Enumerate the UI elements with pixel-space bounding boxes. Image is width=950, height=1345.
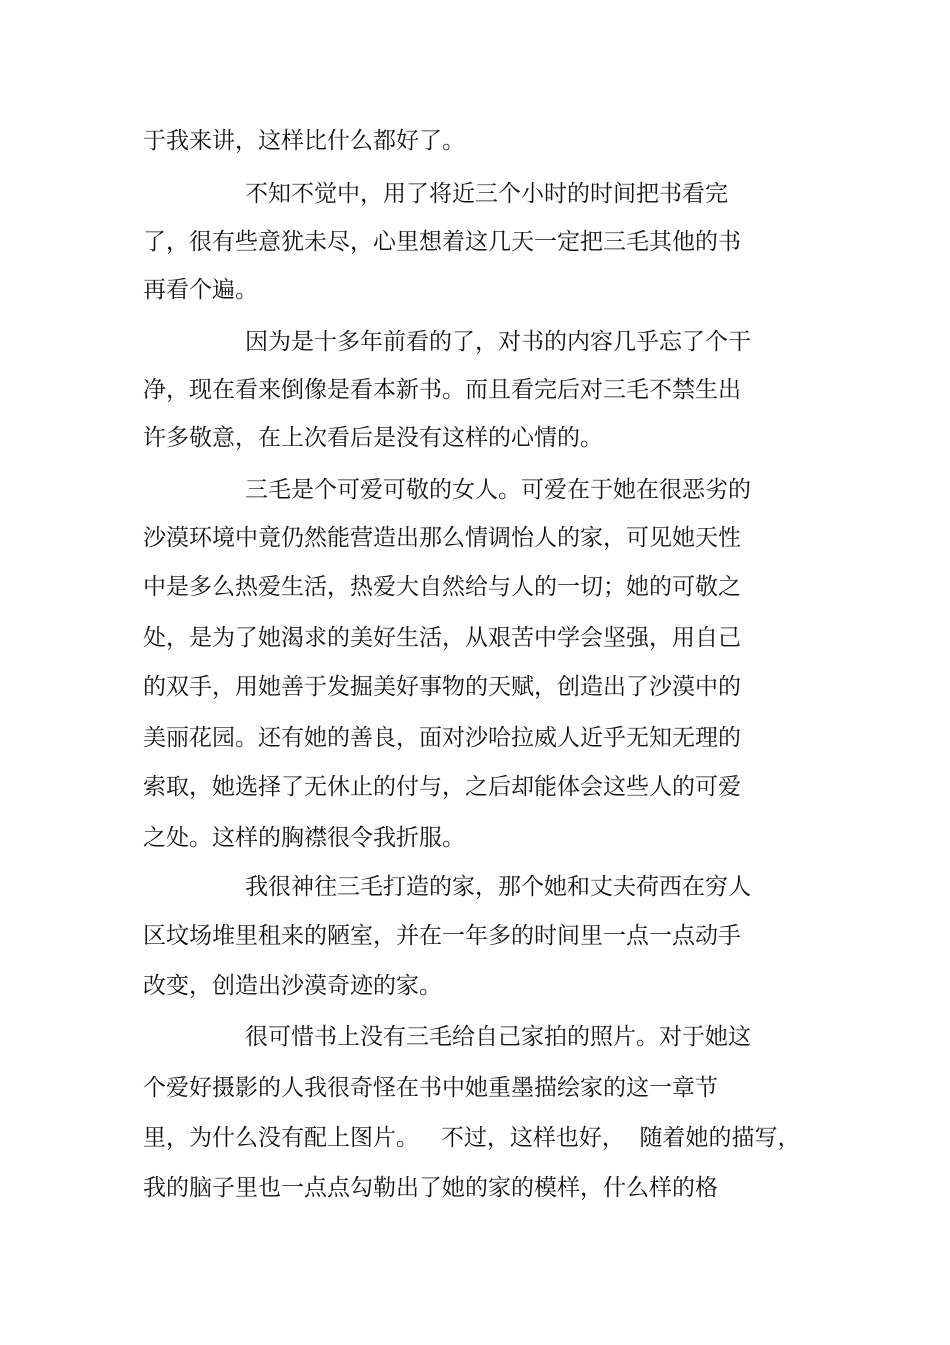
text-line: 我的脑子里也一点点勾勒出了她的家的模样，什么样的格 xyxy=(143,1175,718,1201)
text-line: 之处。这样的胸襟很令我折服。 xyxy=(143,825,465,851)
text-line: 改变，创造出沙漠奇迹的家。 xyxy=(143,973,442,999)
text-line: 许多敬意，在上次看后是没有这样的心情的。 xyxy=(143,425,603,451)
paragraph-first-line: 三毛是个可爱可敬的女人。可爱在于她在很恶劣的 xyxy=(245,477,751,503)
text-line: 了，很有些意犹未尽，心里想着这几天一定把三毛其他的书 xyxy=(143,229,741,255)
paragraph-first-line: 不知不觉中，用了将近三个小时的时间把书看完 xyxy=(245,181,728,207)
text-line: 索取，她选择了无休止的付与，之后却能体会这些人的可爱 xyxy=(143,774,741,800)
text-line: 沙漠环境中竟仍然能营造出那么情调怡人的家，可见她天性 xyxy=(143,525,741,551)
text-line: 处，是为了她渴求的美好生活，从艰苦中学会坚强，用自己 xyxy=(143,625,741,651)
text-line: 美丽花园。还有她的善良，面对沙哈拉威人近乎无知无理的 xyxy=(143,725,741,751)
paragraph-first-line: 很可惜书上没有三毛给自己家拍的照片。对于她这 xyxy=(245,1024,751,1050)
text-line: 净，现在看来倒像是看本新书。而且看完后对三毛不禁生出 xyxy=(143,377,741,403)
paragraph-first-line: 因为是十多年前看的了，对书的内容几乎忘了个干 xyxy=(245,329,751,355)
text-line: 个爱好摄影的人我很奇怪在书中她重墨描绘家的这一章节 xyxy=(143,1075,718,1101)
text-line: 再看个遍。 xyxy=(143,277,258,303)
text-line: 于我来讲，这样比什么都好了。 xyxy=(143,128,465,154)
text-line: 中是多么热爱生活，热爱大自然给与人的一切；她的可敬之 xyxy=(143,574,741,600)
text-line: 的双手，用她善于发掘美好事物的天赋，创造出了沙漠中的 xyxy=(143,674,741,700)
text-line: 区坟场堆里租来的陋室，并在一年多的时间里一点一点动手 xyxy=(143,923,741,949)
text-line: 里，为什么没有配上图片。 不过，这样也好， 随着她的描写， xyxy=(143,1125,801,1151)
paragraph-first-line: 我很神往三毛打造的家，那个她和丈夫荷西在穷人 xyxy=(245,874,751,900)
